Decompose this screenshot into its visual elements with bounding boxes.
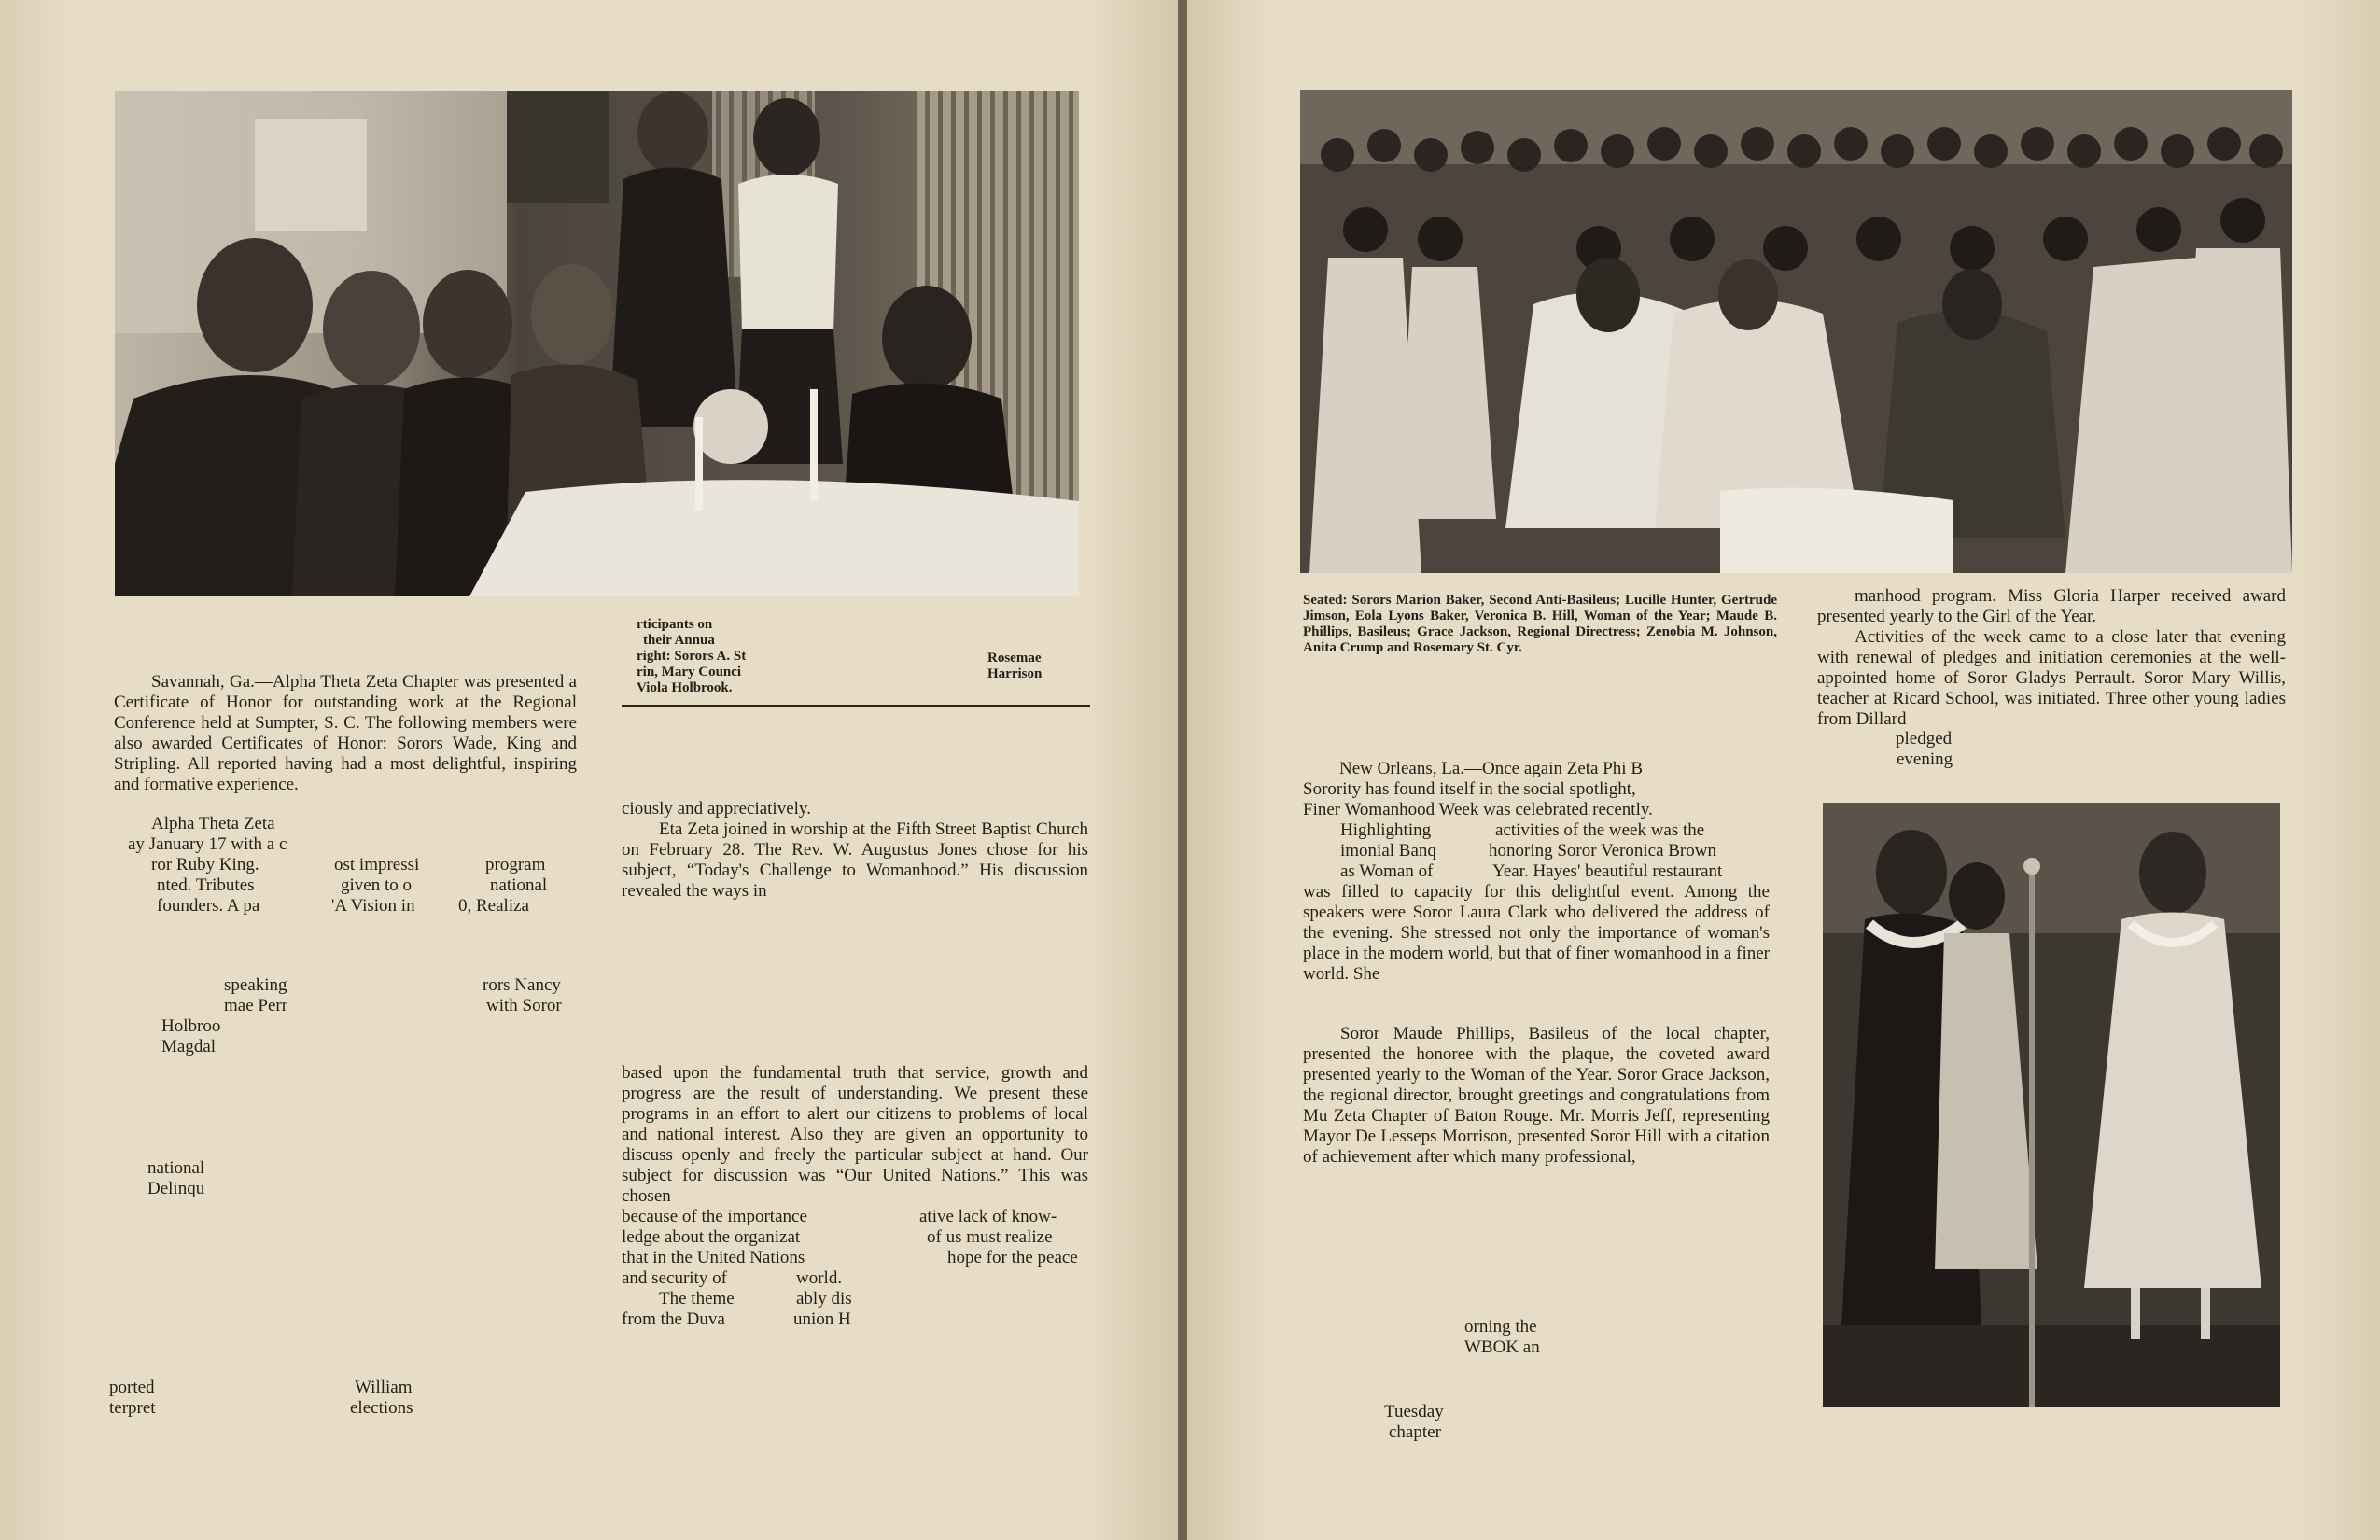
text-fragment: Sorority has found itself in the social spotlight, (1303, 779, 1636, 799)
caption-text: Seated: Sorors Marion Baker, Second Anti-Basileus; Lucille Hunter, Gertrude Jimson, Eola Lyons Baker, Veronica B. Hill, Woman of the Year; Maude B. Phillips, Basileus; Grace Jackson, Regional Directress; Zenobia M. Johnson, Anita Crump and Rosemary St. Cyr. (1303, 593, 1777, 655)
text-fragment: William (355, 1378, 413, 1397)
eta-zeta-paragraph-united-nations: based upon the fundamental truth that service, growth and progress are the result of understanding. We present these programs in an effort to alert our citizens to problems of local and national interest. Also they are given an opportunity to discuss openly and freely the particular subject at hand. Our subject for discussion was “Our United Nations.” This was chosen (622, 1063, 1088, 1206)
text-fragment: world. (796, 1268, 843, 1288)
caption-line: right: Sorors A. St (637, 649, 747, 664)
right-photo-award-presentation (1823, 803, 2280, 1407)
eta-zeta-paragraph-worship: Eta Zeta joined in worship at the Fifth Street Baptist Church on February 28. The Rev. W. Augustus Jones chose for his subject, “Today's Challenge to Womanhood.” His discussion revealed the ways in (622, 819, 1088, 901)
text-fragment: Year. Hayes' beautiful restaurant (1492, 861, 1723, 881)
text-fragment: activities of the week was the (1495, 820, 1705, 840)
text-fragment: imonial Banq (1340, 841, 1436, 861)
new-orleans-article-middle (1303, 882, 1770, 985)
new-orleans-article-lower (1303, 1024, 1770, 1168)
caption-line: rticipants on (637, 617, 713, 632)
text-fragment: New Orleans, La.—Once again Zeta Phi B (1339, 759, 1644, 778)
text-fragment: founders. A pa (157, 896, 260, 916)
text-fragment: national (490, 875, 548, 895)
text-fragment: rors Nancy (483, 975, 561, 995)
text-fragment: ay January 17 with a c (128, 834, 287, 854)
column-divider-rule (622, 705, 1090, 707)
left-photo-caption-fragment (637, 617, 823, 696)
text-fragment: elections (350, 1398, 413, 1418)
text-fragment: union H (793, 1309, 851, 1329)
text-fragment: Magdal (161, 1037, 217, 1057)
award-photo-image (1823, 803, 2280, 1407)
text-fragment: that in the United Nations (622, 1248, 805, 1267)
finer-womanhood-article-continued (1817, 586, 2286, 730)
eta-zeta-paragraph-continued: ciously and appreciatively. (622, 799, 811, 819)
text-fragment: hope for the peace (947, 1248, 1078, 1267)
caption-line: rin, Mary Counci (637, 665, 742, 679)
text-fragment: ported (109, 1378, 155, 1397)
text-fragment: Delinqu (147, 1179, 205, 1198)
text-fragment: program (485, 855, 546, 875)
text-fragment: ror Ruby King. (151, 855, 259, 875)
eta-zeta-article-top (622, 799, 1088, 902)
text-fragment: given to o (341, 875, 412, 895)
right-photo-group (1300, 90, 2292, 573)
text-fragment: national (147, 1158, 205, 1178)
text-fragment: 0, Realiza (458, 896, 529, 916)
text-fragment: Tuesday (1384, 1402, 1444, 1421)
initiation-paragraph: Activities of the week came to a close later that evening with renewal of pledges and initiation ceremonies at the well-appointed home of Soror Gladys Perrault. Soror Mary Willis, teacher at Ricard School, was initiated. Three other young ladies from Dillard (1817, 627, 2286, 729)
text-fragment: Alpha Theta Zeta (151, 814, 275, 833)
group-photo-image (1300, 90, 2292, 573)
girl-of-year-paragraph: manhood program. Miss Gloria Harper received award presented yearly to the Girl of the Year. (1817, 586, 2286, 626)
text-fragment: speaking (224, 975, 287, 995)
right-photo-caption (1303, 593, 1777, 656)
text-fragment: because of the importance (622, 1207, 807, 1226)
text-fragment: honoring Soror Veronica Brown (1489, 841, 1716, 861)
savannah-paragraph: Savannah, Ga.—Alpha Theta Zeta Chapter was presented a Certificate of Honor for outstanding work at the Regional Conference held at Sumpter, S. C. The following members were also awarded Certificates of Honor: Sorors Wade, King and Stripling. All reported having had a most delightful, inspiring and formative experience. (114, 672, 577, 794)
text-fragment: and security of (622, 1268, 727, 1288)
savannah-article-paragraph (114, 672, 577, 795)
text-fragment: ative lack of know- (919, 1207, 1057, 1226)
book-spine (1178, 0, 1187, 1540)
text-fragment: orning the (1464, 1317, 1537, 1337)
caption-line: their Annua (643, 633, 715, 648)
left-page (0, 0, 1178, 1540)
left-photo-caption-right (987, 651, 1081, 682)
text-fragment: Finer Womanhood Week was celebrated recently. (1303, 800, 1653, 819)
text-fragment: with Soror (486, 996, 562, 1015)
text-fragment: 'A Vision in (331, 896, 415, 916)
text-fragment: WBOK an (1464, 1337, 1540, 1357)
caption-line: Rosemae (987, 651, 1042, 665)
text-fragment: Highlighting (1340, 820, 1432, 840)
text-fragment: from the Duva (622, 1309, 725, 1329)
eta-zeta-article-bottom (622, 1063, 1088, 1207)
banquet-photo-image (115, 91, 1079, 596)
caption-line: Viola Holbrook. (637, 680, 733, 695)
right-page (1187, 0, 2380, 1540)
text-fragment: ably dis (796, 1289, 852, 1309)
text-fragment: nted. Tributes (157, 875, 255, 895)
text-fragment: of us must realize (927, 1227, 1053, 1247)
text-fragment: pledged (1896, 729, 1953, 749)
text-fragment: evening (1897, 749, 1953, 769)
left-photo-banquet-table (115, 91, 1079, 596)
text-fragment: The theme (659, 1289, 735, 1309)
text-fragment: Holbroo (161, 1016, 221, 1036)
caption-line: Harrison (987, 666, 1043, 681)
text-fragment: ledge about the organizat (622, 1227, 801, 1247)
new-orleans-paragraph: was filled to capacity for this delightful event. Among the speakers were Soror Laura Clark who delivered the address of the evening. She stressed not only the importance of woman's place in the modern world, but that of finer womanhood in a finer world. She (1303, 882, 1770, 984)
text-fragment: chapter (1389, 1422, 1441, 1442)
text-fragment: terpret (109, 1398, 156, 1418)
text-fragment: mae Perr (224, 996, 288, 1015)
text-fragment: as Woman of (1340, 861, 1434, 881)
plaque-paragraph: Soror Maude Phillips, Basileus of the local chapter, presented the honoree with the plaque, the coveted award presented yearly to the Woman of the Year. Soror Grace Jackson, the regional director, brought greetings and congratulations from Mu Zeta Chapter of Baton Rouge. Mr. Morris Jeff, representing Mayor De Lesseps Morrison, presented Soror Hill with a citation of achievement after which many professional, (1303, 1024, 1770, 1167)
text-fragment: ost impressi (334, 855, 420, 875)
